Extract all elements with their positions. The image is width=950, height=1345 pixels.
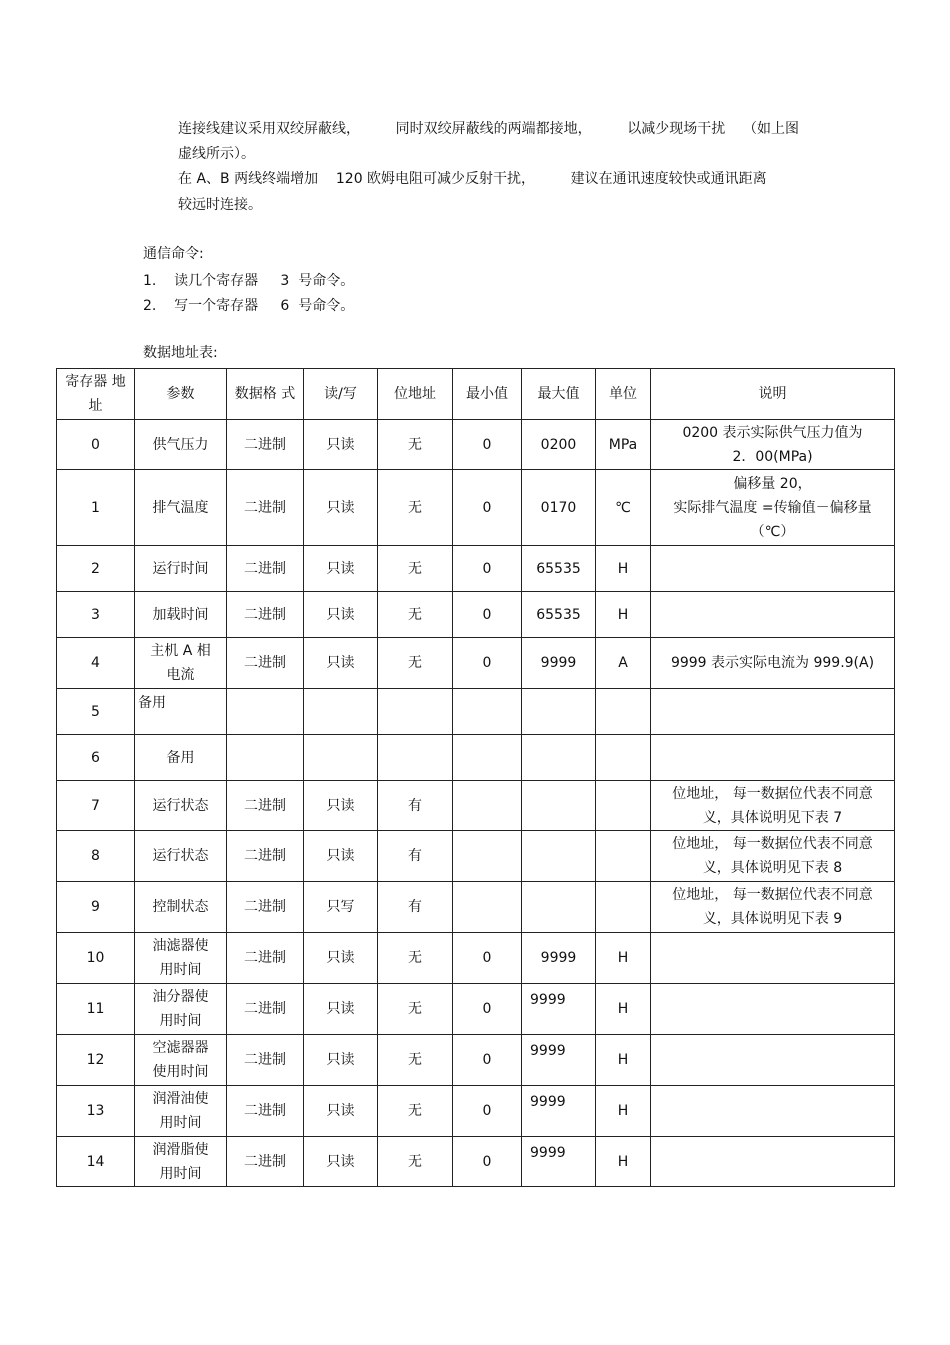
command-item-2: 2. 写一个寄存器 6 号命令。 xyxy=(143,298,355,314)
cell-max: 9999 xyxy=(522,933,596,984)
cell-address: 8 xyxy=(57,831,135,882)
cell-bit-address: 无 xyxy=(378,420,453,470)
cell-description xyxy=(651,546,895,592)
cell-description xyxy=(651,689,895,735)
cell-parameter: 供气压力 xyxy=(135,420,227,470)
header-parameter: 参数 xyxy=(135,369,227,420)
cell-unit xyxy=(596,781,651,831)
cell-unit: H xyxy=(596,1086,651,1137)
cell-unit: H xyxy=(596,1035,651,1086)
cell-read-write: 只读 xyxy=(304,933,378,984)
cell-format xyxy=(227,689,304,735)
table-row xyxy=(57,984,895,1035)
header-description: 说明 xyxy=(651,369,895,420)
cell-max: 0200 xyxy=(522,420,596,470)
commands-title: 通信命令: xyxy=(143,246,204,262)
cell-unit: H xyxy=(596,546,651,592)
cell-format: 二进制 xyxy=(227,592,304,638)
cell-parameter: 润滑脂使 用时间 xyxy=(135,1137,227,1187)
register-address-table xyxy=(56,368,895,1187)
cell-description xyxy=(651,1086,895,1137)
cell-bit-address: 无 xyxy=(378,984,453,1035)
intro-paragraph-1-line-1: 连接线建议采用双绞屏蔽线， 同时双绞屏蔽线的两端都接地， 以减少现场干扰 （如上图 xyxy=(178,121,800,137)
cell-description xyxy=(651,1137,895,1187)
cell-read-write xyxy=(304,689,378,735)
cell-parameter: 备用 xyxy=(135,689,227,735)
cell-unit: H xyxy=(596,1137,651,1187)
header-unit: 单位 xyxy=(596,369,651,420)
cell-address: 14 xyxy=(57,1137,135,1187)
table-row xyxy=(57,592,895,638)
intro-paragraph-1-line-2: 虚线所示）。 xyxy=(178,146,255,162)
cell-address: 6 xyxy=(57,735,135,781)
cell-parameter: 运行状态 xyxy=(135,831,227,882)
cell-read-write: 只读 xyxy=(304,420,378,470)
cell-parameter: 油滤器使 用时间 xyxy=(135,933,227,984)
cell-address: 1 xyxy=(57,470,135,546)
cell-format: 二进制 xyxy=(227,1086,304,1137)
cell-read-write: 只读 xyxy=(304,984,378,1035)
cell-description: 位地址， 每一数据位代表不同意 义，具体说明见下表 7 xyxy=(651,781,895,831)
cell-description: 位地址， 每一数据位代表不同意 义，具体说明见下表 8 xyxy=(651,831,895,882)
cell-bit-address: 有 xyxy=(378,882,453,933)
cell-address: 2 xyxy=(57,546,135,592)
cell-parameter: 备用 xyxy=(135,735,227,781)
cell-address: 0 xyxy=(57,420,135,470)
cell-max xyxy=(522,735,596,781)
cell-max xyxy=(522,781,596,831)
command-item-1: 1. 读几个寄存器 3 号命令。 xyxy=(143,273,355,289)
cell-read-write: 只写 xyxy=(304,882,378,933)
cell-parameter: 油分器使 用时间 xyxy=(135,984,227,1035)
cell-min: 0 xyxy=(453,1137,522,1187)
cell-max: 0170 xyxy=(522,470,596,546)
cell-description xyxy=(651,592,895,638)
intro-paragraph-2-line-2: 较远时连接。 xyxy=(178,197,262,213)
cell-description xyxy=(651,735,895,781)
cell-read-write: 只读 xyxy=(304,638,378,689)
cell-min: 0 xyxy=(453,420,522,470)
table-header-row xyxy=(57,369,895,420)
cell-bit-address: 无 xyxy=(378,1086,453,1137)
cell-format: 二进制 xyxy=(227,1035,304,1086)
cell-read-write: 只读 xyxy=(304,592,378,638)
cell-format: 二进制 xyxy=(227,546,304,592)
cell-max xyxy=(522,689,596,735)
cell-description xyxy=(651,933,895,984)
cell-address: 5 xyxy=(57,689,135,735)
cell-read-write: 只读 xyxy=(304,546,378,592)
table-row xyxy=(57,882,895,933)
cell-unit: H xyxy=(596,984,651,1035)
cell-parameter: 运行状态 xyxy=(135,781,227,831)
cell-bit-address: 无 xyxy=(378,592,453,638)
cell-parameter: 运行时间 xyxy=(135,546,227,592)
cell-read-write: 只读 xyxy=(304,831,378,882)
cell-max: 9999 xyxy=(522,1086,596,1137)
cell-address: 9 xyxy=(57,882,135,933)
table-title: 数据地址表: xyxy=(143,345,218,361)
cell-min xyxy=(453,689,522,735)
cell-min: 0 xyxy=(453,470,522,546)
cell-read-write: 只读 xyxy=(304,470,378,546)
cell-format: 二进制 xyxy=(227,933,304,984)
cell-max: 9999 xyxy=(522,984,596,1035)
header-min-value: 最小值 xyxy=(453,369,522,420)
cell-unit xyxy=(596,831,651,882)
cell-format: 二进制 xyxy=(227,638,304,689)
cell-min: 0 xyxy=(453,933,522,984)
cell-read-write: 只读 xyxy=(304,1086,378,1137)
table-row xyxy=(57,689,895,735)
cell-address: 4 xyxy=(57,638,135,689)
cell-bit-address: 无 xyxy=(378,1035,453,1086)
header-bit-address: 位地址 xyxy=(378,369,453,420)
cell-address: 12 xyxy=(57,1035,135,1086)
table-row xyxy=(57,831,895,882)
cell-max: 65535 xyxy=(522,592,596,638)
table-row xyxy=(57,420,895,470)
cell-min: 0 xyxy=(453,984,522,1035)
cell-parameter: 润滑油使 用时间 xyxy=(135,1086,227,1137)
cell-read-write: 只读 xyxy=(304,781,378,831)
cell-read-write: 只读 xyxy=(304,1137,378,1187)
cell-max: 9999 xyxy=(522,1035,596,1086)
cell-unit xyxy=(596,735,651,781)
table-row xyxy=(57,1035,895,1086)
table-row xyxy=(57,638,895,689)
cell-description xyxy=(651,1035,895,1086)
cell-min: 0 xyxy=(453,1086,522,1137)
cell-parameter: 排气温度 xyxy=(135,470,227,546)
cell-min: 0 xyxy=(453,1035,522,1086)
cell-unit: A xyxy=(596,638,651,689)
cell-unit: ℃ xyxy=(596,470,651,546)
table-row xyxy=(57,933,895,984)
header-read-write: 读/写 xyxy=(304,369,378,420)
cell-bit-address: 无 xyxy=(378,638,453,689)
cell-bit-address: 有 xyxy=(378,831,453,882)
cell-max xyxy=(522,882,596,933)
cell-min: 0 xyxy=(453,546,522,592)
cell-unit: H xyxy=(596,933,651,984)
cell-format: 二进制 xyxy=(227,882,304,933)
cell-max: 65535 xyxy=(522,546,596,592)
cell-min: 0 xyxy=(453,592,522,638)
cell-format: 二进制 xyxy=(227,984,304,1035)
cell-format xyxy=(227,735,304,781)
cell-bit-address xyxy=(378,689,453,735)
cell-bit-address: 无 xyxy=(378,546,453,592)
cell-description: 位地址， 每一数据位代表不同意 义，具体说明见下表 9 xyxy=(651,882,895,933)
cell-format: 二进制 xyxy=(227,1137,304,1187)
table-row xyxy=(57,735,895,781)
cell-max: 9999 xyxy=(522,1137,596,1187)
cell-max: 9999 xyxy=(522,638,596,689)
cell-address: 11 xyxy=(57,984,135,1035)
cell-bit-address xyxy=(378,735,453,781)
cell-min xyxy=(453,831,522,882)
cell-bit-address: 有 xyxy=(378,781,453,831)
cell-parameter: 控制状态 xyxy=(135,882,227,933)
cell-parameter: 主机 A 相 电流 xyxy=(135,638,227,689)
header-max-value: 最大值 xyxy=(522,369,596,420)
cell-address: 3 xyxy=(57,592,135,638)
cell-unit xyxy=(596,882,651,933)
cell-bit-address: 无 xyxy=(378,470,453,546)
header-register-address: 寄存器 地址 xyxy=(57,369,135,420)
cell-unit: H xyxy=(596,592,651,638)
cell-min: 0 xyxy=(453,638,522,689)
table-row xyxy=(57,1137,895,1187)
cell-parameter: 加载时间 xyxy=(135,592,227,638)
cell-unit xyxy=(596,689,651,735)
table-row xyxy=(57,546,895,592)
cell-read-write: 只读 xyxy=(304,1035,378,1086)
table-row xyxy=(57,470,895,546)
cell-description: 偏移量 20， 实际排气温度 =传输值－偏移量 （℃） xyxy=(651,470,895,546)
cell-format: 二进制 xyxy=(227,470,304,546)
cell-description: 0200 表示实际供气压力值为 2．00(MPa) xyxy=(651,420,895,470)
cell-address: 10 xyxy=(57,933,135,984)
cell-format: 二进制 xyxy=(227,420,304,470)
cell-min xyxy=(453,882,522,933)
header-data-format: 数据格 式 xyxy=(227,369,304,420)
cell-description: 9999 表示实际电流为 999.9(A) xyxy=(651,638,895,689)
cell-min xyxy=(453,735,522,781)
cell-min xyxy=(453,781,522,831)
cell-bit-address: 无 xyxy=(378,1137,453,1187)
table-row xyxy=(57,1086,895,1137)
cell-read-write xyxy=(304,735,378,781)
cell-unit: MPa xyxy=(596,420,651,470)
cell-max xyxy=(522,831,596,882)
cell-address: 7 xyxy=(57,781,135,831)
intro-paragraph-2-line-1: 在 A、B 两线终端增加 120 欧姆电阻可减少反射干扰， 建议在通讯速度较快或通讯距离 xyxy=(178,171,767,187)
cell-format: 二进制 xyxy=(227,781,304,831)
cell-bit-address: 无 xyxy=(378,933,453,984)
cell-address: 13 xyxy=(57,1086,135,1137)
cell-parameter: 空滤器器 使用时间 xyxy=(135,1035,227,1086)
cell-format: 二进制 xyxy=(227,831,304,882)
cell-description xyxy=(651,984,895,1035)
table-row xyxy=(57,781,895,831)
